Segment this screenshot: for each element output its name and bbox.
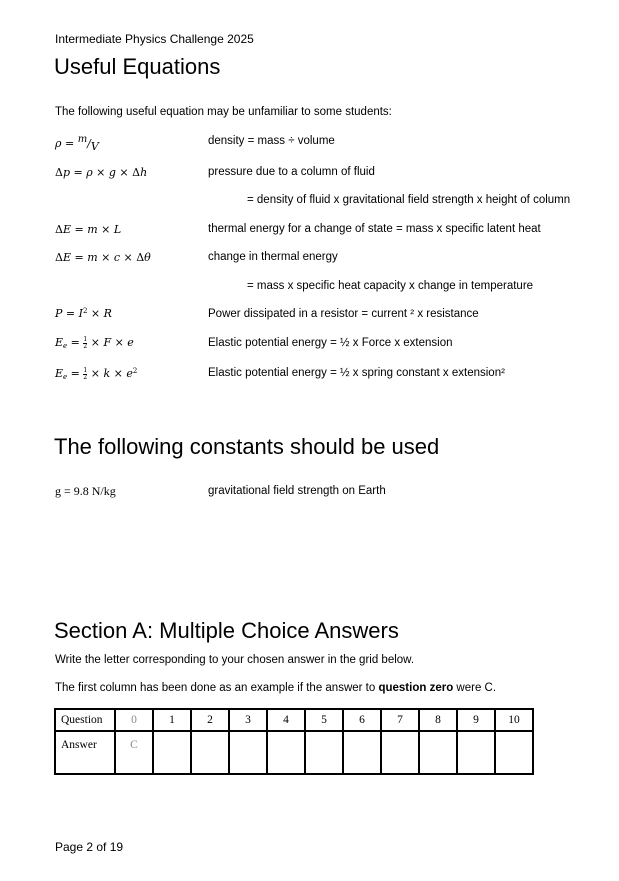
equation-elastic-spring: $E_e$ = $\frac{1}{2}$ × $k \times e^2$ bbox=[55, 366, 138, 381]
equation-elastic-force-description: Elastic potential energy = ½ x Force x extension bbox=[208, 337, 453, 349]
example-note-prefix: The first column has been done as an example if the answer to bbox=[55, 682, 379, 694]
constants-heading: The following constants should be used bbox=[54, 434, 440, 459]
question-row-label: Question bbox=[55, 709, 115, 731]
answer-cell[interactable] bbox=[457, 731, 495, 774]
equation-power: $P = I^2 \times R$ bbox=[55, 307, 112, 320]
question-number-cell: 9 bbox=[457, 709, 495, 731]
page-number: Page 2 of 19 bbox=[55, 840, 124, 854]
equation-specific-heat-continuation: = mass x specific heat capacity x change in temperature bbox=[247, 280, 534, 292]
equation-pressure-continuation: = density of fluid x gravitational field strength x height of column bbox=[247, 194, 571, 206]
constant-g-description: gravitational field strength on Earth bbox=[208, 485, 386, 497]
answer-cell-example: C bbox=[115, 731, 153, 774]
constant-g: g = 9.8 N/kg bbox=[55, 484, 116, 498]
answer-cell[interactable] bbox=[191, 731, 229, 774]
equation-pressure: Δp = ρ × g × Δh bbox=[55, 166, 148, 179]
equation-power-description: Power dissipated in a resistor = current ² x resistance bbox=[208, 308, 479, 320]
answer-cell[interactable] bbox=[153, 731, 191, 774]
question-number-cell: 4 bbox=[267, 709, 305, 731]
example-note-suffix: were C. bbox=[453, 682, 497, 694]
equation-specific-heat: ΔE = m × c × Δθ bbox=[55, 251, 151, 264]
equations-intro: The following useful equation may be unfamiliar to some students: bbox=[55, 106, 392, 118]
equation-density-description: density = mass ÷ volume bbox=[208, 135, 335, 147]
answer-row-label: Answer bbox=[55, 731, 115, 774]
equation-pressure-description: pressure due to a column of fluid bbox=[208, 166, 375, 178]
equation-density: ρ = $^m$/V bbox=[55, 134, 99, 153]
equation-latent-heat: ΔE = m × L bbox=[55, 223, 122, 236]
question-number-cell: 0 bbox=[115, 709, 153, 731]
section-a-heading: Section A: Multiple Choice Answers bbox=[54, 618, 399, 643]
equation-elastic-spring-description: Elastic potential energy = ½ x spring constant x extension² bbox=[208, 367, 505, 379]
question-row bbox=[55, 709, 533, 731]
answer-cell[interactable] bbox=[495, 731, 533, 774]
question-number-cell: 8 bbox=[419, 709, 457, 731]
example-note-bold: question zero bbox=[378, 682, 454, 694]
useful-equations-heading: Useful Equations bbox=[54, 54, 221, 79]
question-number-cell: 3 bbox=[229, 709, 267, 731]
answer-grid bbox=[54, 708, 534, 775]
question-number-cell: 7 bbox=[381, 709, 419, 731]
question-number-cell: 1 bbox=[153, 709, 191, 731]
answer-row bbox=[55, 731, 533, 774]
answer-cell[interactable] bbox=[419, 731, 457, 774]
document-header: Intermediate Physics Challenge 2025 bbox=[55, 32, 254, 46]
answer-cell[interactable] bbox=[381, 731, 419, 774]
equation-elastic-force: $E_e$ = $\frac{1}{2}$ × F × e bbox=[55, 335, 134, 350]
answer-cell[interactable] bbox=[229, 731, 267, 774]
question-number-cell: 6 bbox=[343, 709, 381, 731]
section-a-instruction: Write the letter corresponding to your chosen answer in the grid below. bbox=[55, 654, 415, 666]
equation-latent-heat-description: thermal energy for a change of state = mass x specific latent heat bbox=[208, 223, 541, 235]
answer-cell[interactable] bbox=[343, 731, 381, 774]
question-number-cell: 2 bbox=[191, 709, 229, 731]
answer-cell[interactable] bbox=[305, 731, 343, 774]
question-number-cell: 10 bbox=[495, 709, 533, 731]
section-a-example-note bbox=[55, 682, 496, 694]
equation-specific-heat-description: change in thermal energy bbox=[208, 251, 338, 263]
answer-cell[interactable] bbox=[267, 731, 305, 774]
question-number-cell: 5 bbox=[305, 709, 343, 731]
